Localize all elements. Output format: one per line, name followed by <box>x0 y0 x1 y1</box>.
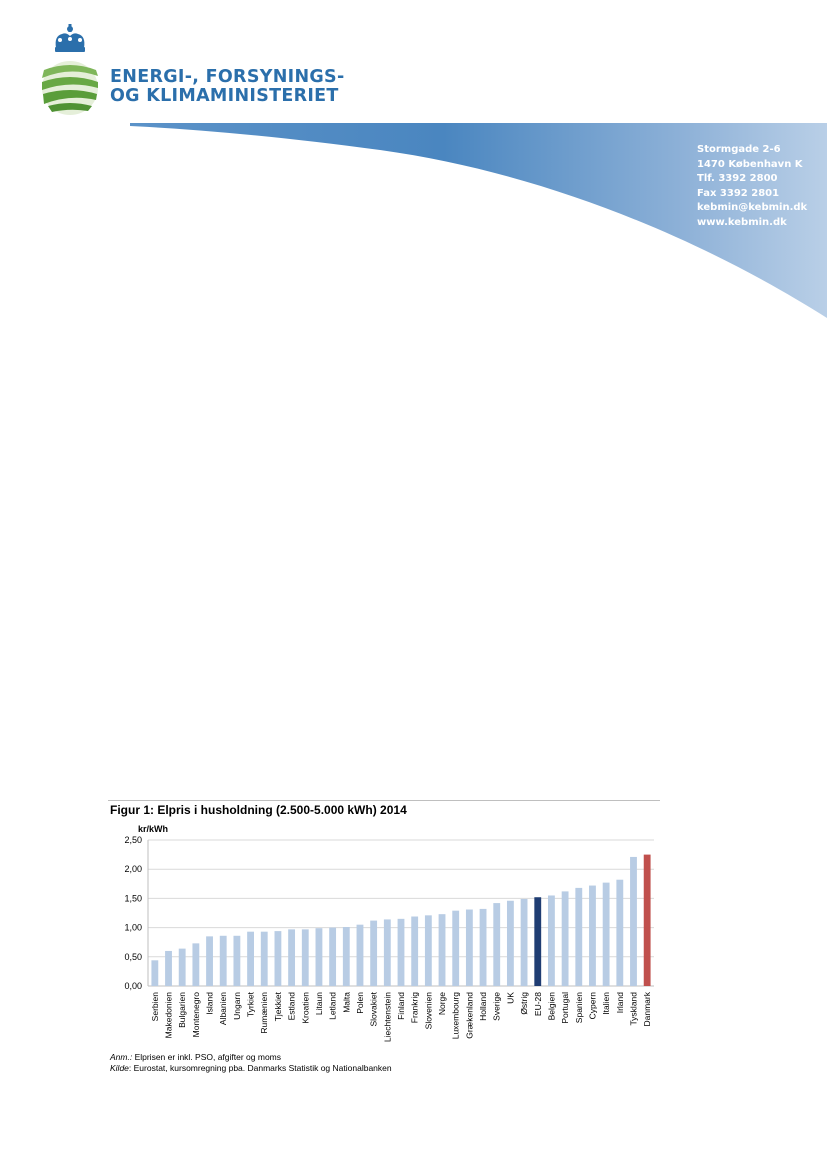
y-tick-label: 2,50 <box>124 835 142 845</box>
bar <box>220 936 227 986</box>
x-tick-label: Finland <box>396 992 406 1020</box>
x-tick-label: Litaun <box>313 992 324 1016</box>
x-tick-label: Danmark <box>642 992 653 1027</box>
bar <box>562 891 569 986</box>
y-tick-label: 0,50 <box>124 951 142 962</box>
address-street: Stormgade 2-6 <box>697 144 781 155</box>
y-axis-label: kr/kWh <box>138 824 169 834</box>
x-tick-label: Tjekkiet <box>272 992 283 1022</box>
note-text: Elprisen er inkl. PSO, afgifter og moms <box>132 1052 282 1062</box>
figure-top-rule <box>108 800 660 801</box>
x-tick-label: Kroatien <box>300 992 311 1024</box>
bar <box>452 911 459 986</box>
bar <box>329 928 336 986</box>
x-tick-label: Sverige <box>491 992 502 1021</box>
address-city: 1470 København K <box>697 158 803 170</box>
ministry-name-line2: OG KLIMAMINISTERIET <box>110 86 339 106</box>
address-web: www.kebmin.dk <box>697 216 787 228</box>
bar <box>370 921 377 986</box>
bar <box>343 927 350 986</box>
bar <box>603 883 610 986</box>
x-tick-label: Ungarn <box>231 992 242 1020</box>
y-tick-label: 1,50 <box>124 893 142 904</box>
bar <box>151 960 158 986</box>
x-tick-label: Holland <box>478 992 489 1021</box>
x-tick-label: Slovakiet <box>368 992 379 1027</box>
bar <box>616 880 623 986</box>
figure-source <box>110 1063 392 1074</box>
address-phone: Tlf. 3392 2800 <box>697 173 778 184</box>
x-tick-label: Serbien <box>149 992 160 1022</box>
bar <box>507 901 514 986</box>
y-tick-label: 1,00 <box>124 922 142 933</box>
bar <box>357 925 364 986</box>
source-text: : Eurostat, kursomregning pba. Danmarks Statistik og Nationalbanken <box>128 1063 392 1073</box>
bar <box>233 936 240 986</box>
x-tick-label: Cypern <box>587 992 598 1020</box>
x-tick-label: Malta <box>341 992 352 1013</box>
bar <box>288 929 295 986</box>
x-tick-label: Luxembourg <box>450 992 461 1040</box>
address-fax: Fax 3392 2801 <box>697 187 780 199</box>
bar <box>179 949 186 986</box>
bar <box>302 929 309 986</box>
x-tick-label: Albanien <box>218 992 229 1026</box>
bar <box>165 951 172 986</box>
bar <box>534 897 541 986</box>
bar <box>275 931 282 986</box>
note-label: Anm.: <box>110 1052 133 1062</box>
x-tick-label: Frankrig <box>409 992 420 1024</box>
x-tick-label: Liechtenstein <box>382 992 393 1043</box>
figure-title: Figur 1: Elpris i husholdning (2.500-5.000 kWh) 2014 <box>110 803 407 817</box>
bar <box>192 943 199 986</box>
ministry-name-line1: ENERGI-, FORSYNINGS- <box>110 67 345 87</box>
x-tick-label: Island <box>204 992 215 1015</box>
x-tick-label: Irland <box>614 992 625 1014</box>
x-tick-label: Bulgarien <box>177 992 188 1028</box>
x-tick-label: Rumænien <box>259 992 270 1034</box>
figure-notes <box>110 1052 392 1074</box>
x-tick-label: Grækenland <box>464 992 475 1039</box>
x-tick-label: Norge <box>437 992 448 1016</box>
x-tick-label: UK <box>505 992 516 1004</box>
bar <box>575 888 582 986</box>
x-tick-label: Belgien <box>546 992 557 1021</box>
address-email: kebmin@kebmin.dk <box>697 202 808 213</box>
x-tick-label: Italien <box>601 992 612 1015</box>
bar <box>384 919 391 986</box>
x-tick-label: Østrig <box>519 992 530 1015</box>
x-tick-label: Tyrkiet <box>245 992 256 1018</box>
bar <box>425 915 432 986</box>
bar <box>521 899 528 986</box>
bar <box>411 917 418 986</box>
x-tick-label: Portugal <box>560 992 571 1024</box>
figure-note <box>110 1052 392 1063</box>
bar <box>316 928 323 986</box>
bar <box>480 909 487 986</box>
bar <box>206 936 213 986</box>
bar <box>261 932 268 986</box>
x-tick-label: Montenegro <box>190 992 201 1038</box>
contact-address <box>697 143 807 230</box>
bar <box>398 919 405 986</box>
x-tick-label: Spanien <box>573 992 584 1024</box>
bar <box>630 857 637 986</box>
x-tick-label: Slovenien <box>423 992 434 1030</box>
x-tick-label: Letland <box>327 992 338 1020</box>
bar-chart <box>108 820 660 1050</box>
y-tick-label: 0,00 <box>124 981 142 991</box>
x-tick-label: Tyskland <box>628 992 639 1026</box>
x-tick-label: EU-28 <box>532 992 543 1017</box>
y-tick-label: 2,00 <box>124 864 142 875</box>
bar <box>548 895 555 986</box>
bar <box>644 855 651 986</box>
x-tick-label: Makedonien <box>163 992 174 1039</box>
bar <box>247 932 254 986</box>
source-label: Kilde <box>110 1063 129 1073</box>
x-tick-label: Estland <box>286 992 297 1021</box>
bar <box>589 886 596 986</box>
x-tick-label: Polen <box>354 992 365 1014</box>
bar <box>439 914 446 986</box>
bar <box>493 903 500 986</box>
bar <box>466 909 473 986</box>
